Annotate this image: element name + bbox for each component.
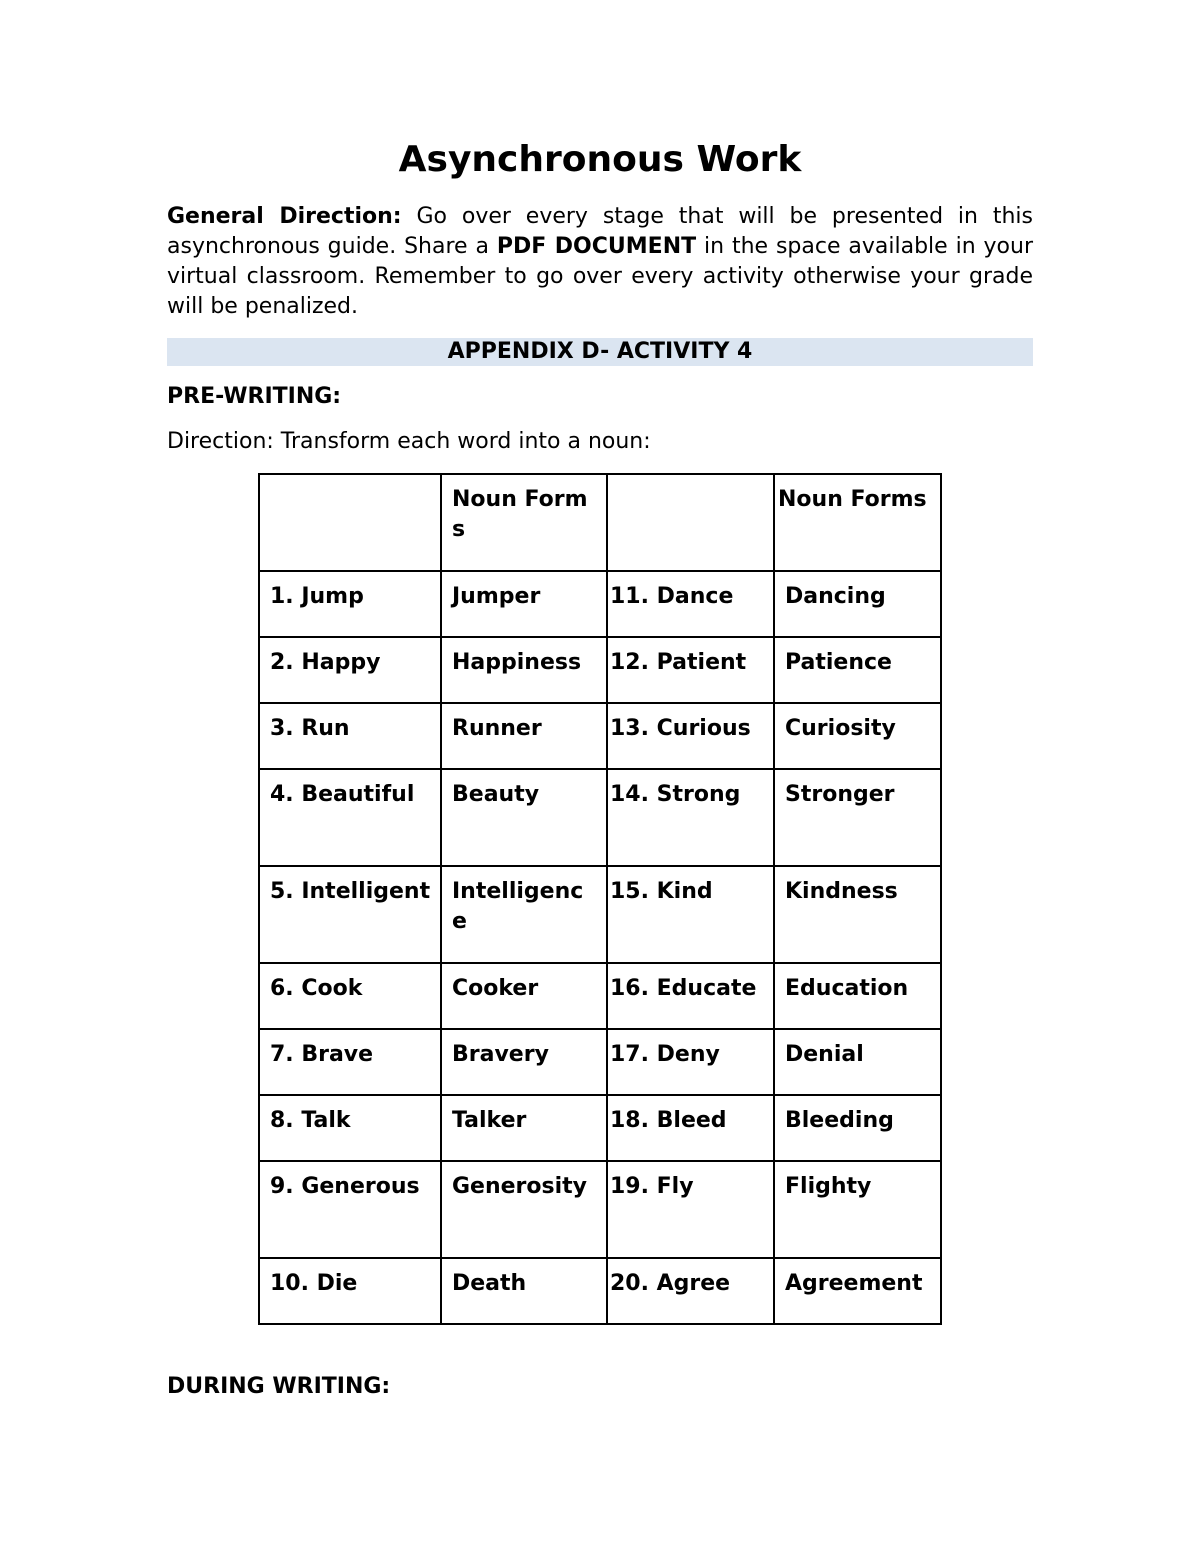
table-cell: Dancing bbox=[774, 571, 941, 637]
table-cell: 18. Bleed bbox=[607, 1095, 774, 1161]
table-cell: 5. Intelligent bbox=[259, 866, 441, 963]
table-cell: Curiosity bbox=[774, 703, 941, 769]
table-row bbox=[259, 1029, 941, 1095]
table-cell: Runner bbox=[441, 703, 607, 769]
table-cell: Death bbox=[441, 1258, 607, 1324]
table-cell: Cooker bbox=[441, 963, 607, 1029]
table-cell: Agreement bbox=[774, 1258, 941, 1324]
table-row bbox=[259, 571, 941, 637]
during-writing-heading: DURING WRITING: bbox=[167, 1374, 391, 1399]
table-cell: 9. Generous bbox=[259, 1161, 441, 1258]
table-cell: 19. Fly bbox=[607, 1161, 774, 1258]
general-direction-text-before: Go over every stage that will be presented in this asynchronous guide. Share a bbox=[167, 204, 1033, 259]
table-cell: 11. Dance bbox=[607, 571, 774, 637]
table-row bbox=[259, 769, 941, 866]
table-cell: Education bbox=[774, 963, 941, 1029]
table-cell: 4. Beautiful bbox=[259, 769, 441, 866]
general-direction-label: General Direction: bbox=[167, 204, 402, 229]
table-header-cell: Noun Forms bbox=[774, 474, 941, 571]
general-direction-paragraph bbox=[167, 202, 1033, 322]
table-header-cell bbox=[259, 474, 441, 571]
prewriting-heading: PRE-WRITING: bbox=[167, 384, 342, 409]
pdf-document-emphasis: PDF DOCUMENT bbox=[496, 234, 697, 259]
table-cell: 10. Die bbox=[259, 1258, 441, 1324]
table-cell: Denial bbox=[774, 1029, 941, 1095]
table-cell: 3. Run bbox=[259, 703, 441, 769]
table-cell: Talker bbox=[441, 1095, 607, 1161]
table-cell: 17. Deny bbox=[607, 1029, 774, 1095]
table-header-cell bbox=[607, 474, 774, 571]
table-cell: 15. Kind bbox=[607, 866, 774, 963]
table-cell: Kindness bbox=[774, 866, 941, 963]
table-cell: 13. Curious bbox=[607, 703, 774, 769]
table-cell: Happiness bbox=[441, 637, 607, 703]
table-cell: 2. Happy bbox=[259, 637, 441, 703]
table-cell: 6. Cook bbox=[259, 963, 441, 1029]
table-row bbox=[259, 1258, 941, 1324]
noun-forms-table bbox=[258, 473, 942, 1325]
table-cell: Jumper bbox=[441, 571, 607, 637]
table-cell: Patience bbox=[774, 637, 941, 703]
table-cell: Flighty bbox=[774, 1161, 941, 1258]
table-cell: 20. Agree bbox=[607, 1258, 774, 1324]
table-cell: 12. Patient bbox=[607, 637, 774, 703]
table-cell: 8. Talk bbox=[259, 1095, 441, 1161]
table-row bbox=[259, 637, 941, 703]
table-cell: Bleeding bbox=[774, 1095, 941, 1161]
table-row bbox=[259, 963, 941, 1029]
table-cell: 1. Jump bbox=[259, 571, 441, 637]
direction-line: Direction: Transform each word into a noun: bbox=[167, 429, 651, 454]
table-cell: Bravery bbox=[441, 1029, 607, 1095]
table-cell: 7. Brave bbox=[259, 1029, 441, 1095]
table-cell: Beauty bbox=[441, 769, 607, 866]
table-cell: 16. Educate bbox=[607, 963, 774, 1029]
table-header-row bbox=[259, 474, 941, 571]
table-header-cell: Noun Forms bbox=[441, 474, 607, 571]
table-cell: Intelligence bbox=[441, 866, 607, 963]
table-row bbox=[259, 866, 941, 963]
table-row bbox=[259, 1095, 941, 1161]
table-row bbox=[259, 703, 941, 769]
appendix-heading: APPENDIX D- ACTIVITY 4 bbox=[167, 338, 1033, 366]
table-cell: Generosity bbox=[441, 1161, 607, 1258]
table-cell: 14. Strong bbox=[607, 769, 774, 866]
table-row bbox=[259, 1161, 941, 1258]
general-direction-text-after: in the space available in your virtual classroom. Remember to go over every activity otherwise your grade will be penalized. bbox=[167, 234, 1034, 319]
page-title: Asynchronous Work bbox=[398, 139, 802, 180]
table-cell: Stronger bbox=[774, 769, 941, 866]
